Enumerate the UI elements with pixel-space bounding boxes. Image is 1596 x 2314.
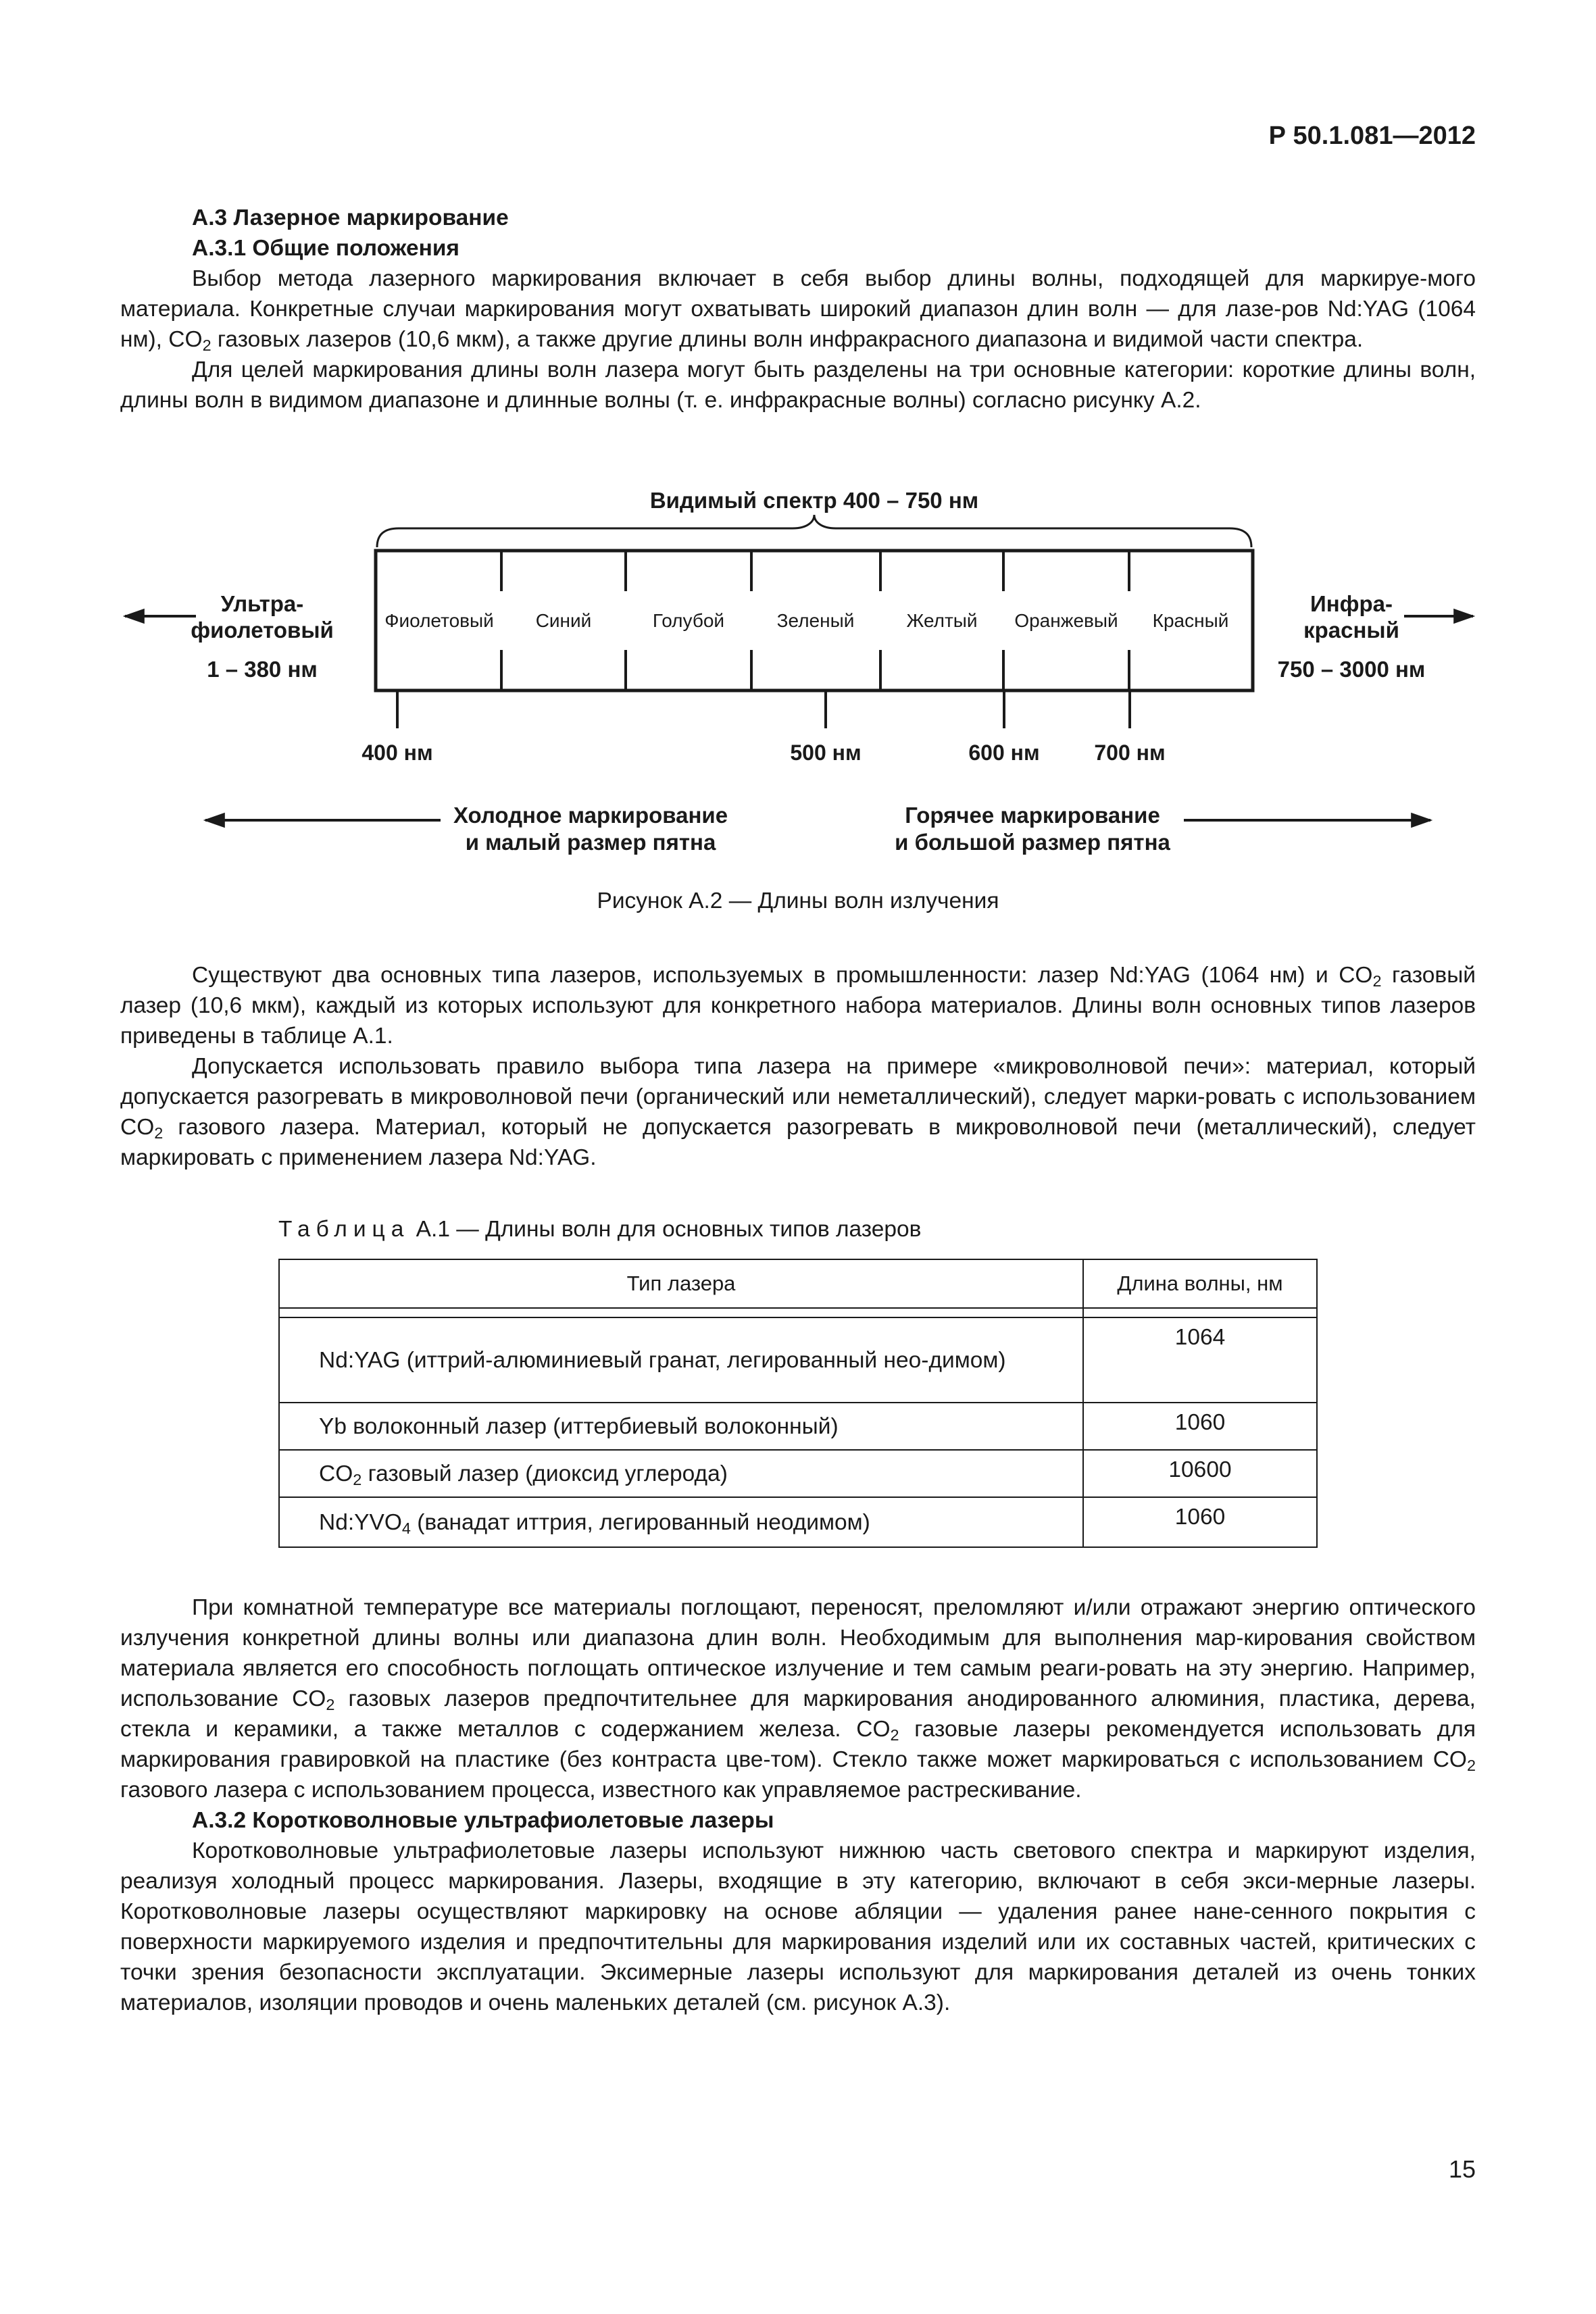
subsection-heading: А.3.1 Общие положения [192,236,459,261]
band-label-orange: Оранжевый [1014,610,1118,631]
section-heading: А.3 Лазерное маркирование [192,205,509,230]
band-label-cyan: Голубой [652,610,725,631]
cell-laser-type: $CO_2$ газовый лазер (диоксид углерода) [279,1450,1083,1497]
laser-wavelength-table [278,1259,1318,1548]
spectrum-diagram [0,473,1596,892]
cell-wavelength: 1064 [1083,1317,1317,1403]
table-title: Таблица А.1 — Длины волн для основных типов лазеров [278,1217,922,1242]
paragraph-3: Существуют два основных типа лазеров, используемых в промышленности: лазер Nd:YAG (1064 нм) и $CO_2$ газовый лазер (10,6 мкм), каждый из которых используют для конкретного набора материалов. Длины волн основных типов лазеров приведены в таблице А.1. [120,963,1476,1049]
table-header-row [279,1259,1317,1308]
table-row [279,1450,1317,1497]
cell-wavelength: 10600 [1083,1450,1317,1497]
lower-text [120,1592,1476,2018]
tick-600nm: 600 нм [968,740,1040,765]
subsection-heading-2: А.3.2 Коротковолновые ультрафиолетовые лазеры [192,1808,774,1833]
document-code: Р 50.1.081—2012 [1268,122,1476,150]
cold-marking-line1: Холодное маркирование [453,803,728,828]
cell-laser-type: Yb волоконный лазер (иттербиевый волоконный) [279,1403,1083,1450]
hot-marking-line2: и большой размер пятна [895,830,1170,855]
tick-400nm: 400 нм [361,740,433,765]
wavelength-ticks [397,690,1130,728]
paragraph-4: Допускается использовать правило выбора типа лазера на примере «микроволновой печи»: материал, который допускается разогревать в микроволновой печи (органический или неметаллический), следует марки-ровать с использованием $CO_2$ газового лазера. Материал, который не допускается разогревать в микроволновой печи (металлический), следует маркировать с применением лазера Nd:YAG. [120,1054,1476,1170]
uv-label-line2: фиолетовый [191,618,334,643]
hot-marking-line1: Горячее маркирование [905,803,1160,828]
color-band-labels [384,610,1228,631]
band-label-yellow: Желтый [906,610,978,631]
cell-wavelength: 1060 [1083,1497,1317,1547]
header-laser-type: Тип лазера [279,1259,1083,1308]
uv-label-line1: Ультра- [220,591,304,616]
table-row [279,1497,1317,1547]
figure-caption: Рисунок А.2 — Длины волн излучения [597,888,999,913]
mid-text [120,960,1476,1173]
band-label-blue: Синий [535,610,592,631]
tick-500nm: 500 нм [790,740,862,765]
band-label-violet: Фиолетовый [384,610,494,631]
paragraph-5: При комнатной температуре все материалы поглощают, переносят, преломляют и/или отражают энергию оптического излучения конкретной длины волны или диапазона длин волн. Необходимым для выполнения мар-кирования свойством материала является его способность поглощать оптическое излучение и тем самым реаги-ровать на эту энергию. Например, использование $CO_2$ газовых лазеров предпочтительнее для маркирования анодированного алюминия, пластика, дерева, стекла и керамики, а также металлов с содержанием железа. $CO_2$ газовые лазеры рекомендуется использовать для маркирования гравировкой на пластике (без контраста цве-том). Стекло также может маркироваться с использованием $CO_2$ газового лазера с использованием процесса, известного как управляемое растрескивание. [120,1595,1476,1803]
tick-700nm: 700 нм [1094,740,1166,765]
cell-laser-type: Nd:YAG (иттрий-алюминиевый гранат, легированный нео-димом) [279,1317,1083,1403]
ir-label-line1: Инфра- [1310,591,1393,616]
cell-laser-type: $Nd:YVO_4$ (ванадат иттрия, легированный неодимом) [279,1497,1083,1547]
band-label-green: Зеленый [776,610,855,631]
table-gap-row [279,1308,1317,1317]
visible-spectrum-title: Видимый спектр 400 – 750 нм [649,488,979,513]
section-a3 [120,203,1476,416]
ir-range: 750 – 3000 нм [1277,657,1426,682]
band-label-red: Красный [1152,610,1229,631]
ir-label-line2: красный [1303,618,1399,643]
uv-range: 1 – 380 нм [207,657,318,682]
header-wavelength: Длина волны, нм [1083,1259,1317,1308]
paragraph-6: Коротковолновые ультрафиолетовые лазеры используют нижнюю часть светового спектра и маркируют изделия, реализуя холодный процесс маркирования. Лазеры, входящие в эту категорию, включают в себя экси-мерные лазеры. Коротковолновые лазеры осуществляют маркировку на основе абляции — удаления ранее нане-сенного покрытия с поверхности маркируемого изделия и предпочтительны для маркирования изделий или их составных частей, критических с точки зрения безопасности эксплуатации. Эксимерные лазеры используют для маркирования деталей из очень тонких материалов, изоляции проводов и очень маленьких деталей (см. рисунок А.3). [120,1838,1476,2015]
paragraph-1: Выбор метода лазерного маркирования включает в себя выбор длины волны, подходящей для маркируе-мого материала. Конкретные случаи маркирования могут охватывать широкий диапазон длин волн — для лазе-ров Nd:YAG (1064 нм), $CO_2$ газовых лазеров (10,6 мкм), а также другие длины волн инфракрасного диапазона и видимой части спектра. [120,266,1476,354]
cold-marking-line2: и малый размер пятна [465,830,716,855]
page-number: 15 [1448,2155,1476,2183]
table-row [279,1403,1317,1450]
cell-wavelength: 1060 [1083,1403,1317,1450]
paragraph-2: Для целей маркирования длины волн лазера могут быть разделены на три основные категории: короткие длины волн, длины волн в видимом диапазоне и длинные волны (т. е. инфракрасные волны) согласно рисунку А.2. [120,357,1476,413]
table-row [279,1317,1317,1403]
figure-wavelength-spectrum [0,473,1596,892]
wavelength-tick-labels [361,740,1165,765]
visible-spectrum-brace [377,515,1251,547]
